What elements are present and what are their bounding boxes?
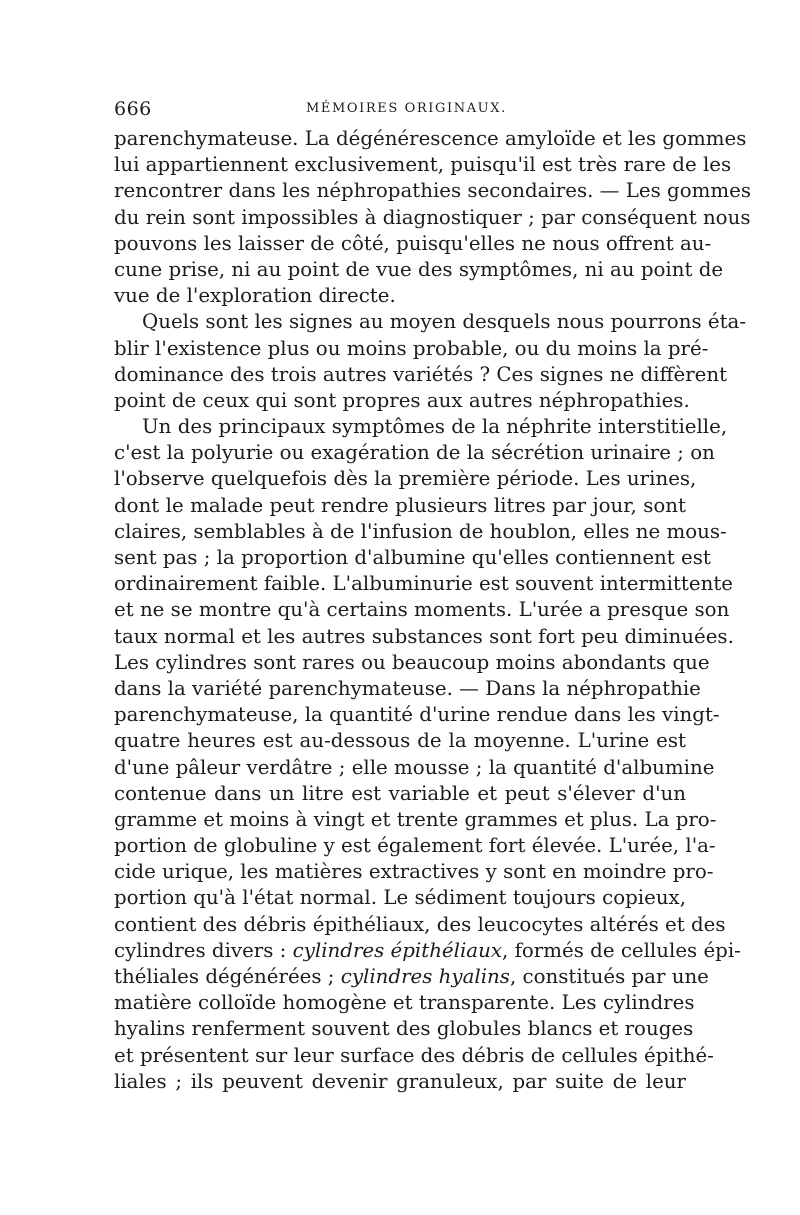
text-line-with-italic: [114, 964, 709, 990]
text-line: parenchymateuse, la quantité d'urine rendue dans les vingt-: [114, 703, 720, 727]
text-line: blir l'existence plus ou moins probable, ou du moins la pré-: [114, 336, 709, 360]
text-line: point de ceux qui sont propres aux autres néphropathies.: [114, 388, 690, 412]
text-line: claires, semblables à de l'infusion de houblon, elles ne mous-: [114, 519, 727, 543]
text-line: contient des débris épithéliaux, des leucocytes altérés et des: [114, 912, 726, 936]
page-number: 666: [114, 98, 152, 120]
line-segment: théliales dégénérées ;: [114, 965, 341, 988]
text-line: vue de l'exploration directe.: [114, 284, 396, 308]
text-line: contenue dans un litre est variable et peut s'élever d'un: [114, 781, 686, 805]
body-text: [114, 126, 751, 1095]
text-line: lui appartiennent exclusivement, puisqu'il est très rare de les: [114, 153, 732, 177]
line-segment: cylindres divers :: [114, 938, 293, 962]
text-line: cide urique, les matières extractives y sont en moindre pro-: [114, 860, 714, 884]
text-line: et ne se montre qu'à certains moments. L'urée a presque son: [114, 598, 730, 622]
paragraph-first-line: Quels sont les signes au moyen desquels nous pourrons éta-: [142, 310, 747, 334]
text-line: dominance des trois autres variétés ? Ces signes ne diffèrent: [114, 362, 728, 386]
text-line: du rein sont impossibles à diagnostiquer ; par conséquent nous: [114, 205, 751, 229]
text-line: portion de globuline y est également fort élevée. L'urée, l'a-: [114, 834, 716, 858]
text-line: dont le malade peut rendre plusieurs litres par jour, sont: [114, 493, 686, 517]
text-line: gramme et moins à vingt et trente grammes et plus. La pro-: [114, 807, 717, 831]
paragraph-first-line: Un des principaux symptômes de la néphrite interstitielle,: [142, 415, 728, 439]
text-line: pouvons les laisser de côté, puisqu'elles ne nous offrent au-: [114, 231, 712, 255]
text-line-with-italic: [114, 938, 741, 964]
text-line: taux normal et les autres substances sont fort peu diminuées.: [114, 624, 734, 648]
page-header: [114, 98, 686, 122]
text-line: parenchymateuse. La dégénérescence amyloïde et les gommes: [114, 127, 747, 150]
text-line: dans la variété parenchymateuse. — Dans la néphropathie: [114, 676, 701, 700]
text-line: rencontrer dans les néphropathies secondaires. — Les gommes: [114, 179, 751, 203]
italic-term: cylindres hyalins: [340, 965, 510, 988]
text-line: cune prise, ni au point de vue des symptômes, ni au point de: [114, 257, 724, 281]
text-line: matière colloïde homogène et transparente. Les cylindres: [114, 991, 695, 1015]
text-line: ordinairement faible. L'albuminurie est souvent intermittente: [114, 572, 733, 596]
text-line: d'une pâleur verdâtre ; elle mousse ; la quantité d'albumine: [114, 755, 715, 779]
italic-term: cylindres épithéliaux: [292, 938, 502, 962]
text-line: quatre heures est au-dessous de la moyenne. L'urine est: [114, 729, 686, 753]
running-head: MÉMOIRES ORIGINAUX.: [306, 101, 507, 116]
text-line: hyalins renferment souvent des globules blancs et rouges: [114, 1017, 694, 1041]
text-line: Les cylindres sont rares ou beaucoup moins abondants que: [114, 650, 710, 674]
text-line: sent pas ; la proportion d'albumine qu'elles contiennent est: [114, 546, 711, 569]
text-line: l'observe quelquefois dès la première période. Les urines,: [114, 467, 697, 491]
text-line: portion qu'à l'état normal. Le sédiment toujours copieux,: [114, 886, 686, 910]
line-segment: , formés de cellules épi-: [502, 938, 741, 962]
text-line: et présentent sur leur surface des débris de cellules épithé-: [114, 1043, 714, 1067]
text-line: liales ; ils peuvent devenir granuleux, par suite de leur: [114, 1069, 686, 1093]
text-line: c'est la polyurie ou exagération de la sécrétion urinaire ; on: [114, 441, 715, 465]
line-segment: , constitués par une: [509, 965, 709, 988]
